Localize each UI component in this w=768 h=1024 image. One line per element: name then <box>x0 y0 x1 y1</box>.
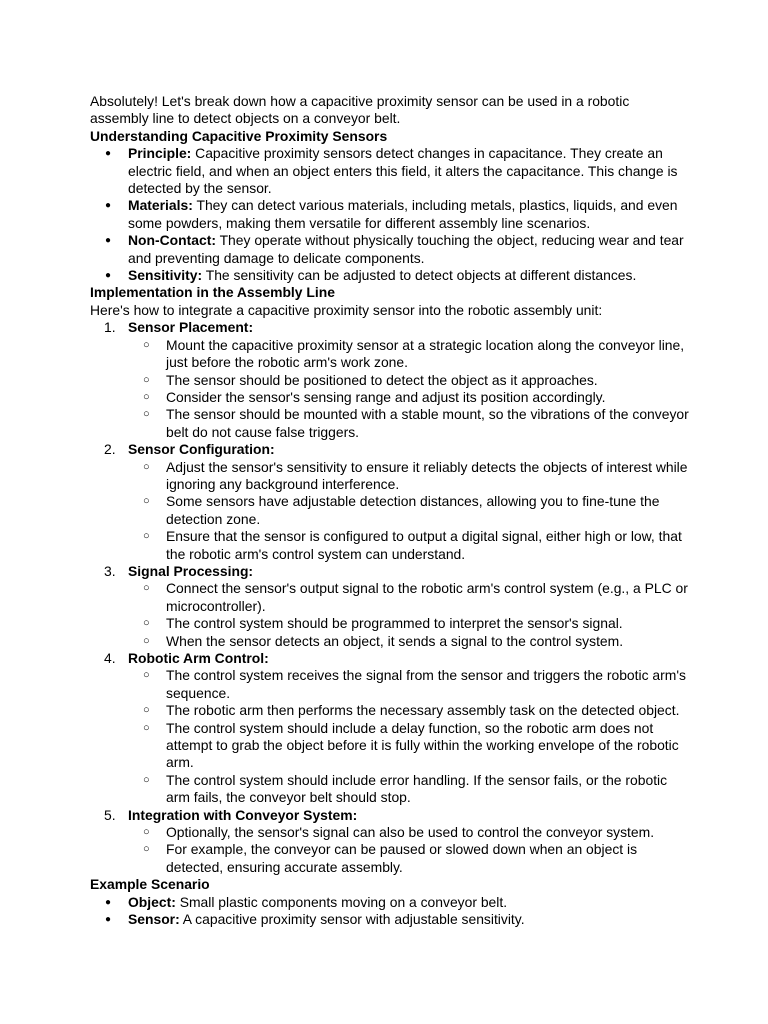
sub-item: ○ The control system should be programmed to interpret the sensor's signal. <box>90 615 690 632</box>
step-title: Sensor Configuration: <box>128 441 275 458</box>
item-text: A capacitive proximity sensor with adjustable sensitivity. <box>179 911 525 928</box>
bullet-list-understanding <box>90 145 690 284</box>
list-item <box>90 145 690 197</box>
section-heading-example: Example Scenario <box>90 876 210 893</box>
sub-item: ○ The control system receives the signal from the sensor and triggers the robotic arm's sequence. <box>90 667 690 702</box>
list-item <box>90 232 690 267</box>
sub-list <box>128 580 690 650</box>
intro-paragraph: Absolutely! Let's break down how a capacitive proximity sensor can be used in a robotic assembly line to detect objects on a conveyor belt. <box>90 93 630 127</box>
step-title: Signal Processing: <box>128 562 254 579</box>
step-title: Robotic Arm Control: <box>128 650 269 666</box>
step-title: Integration with Conveyor System: <box>128 806 358 823</box>
step-number: 4. <box>104 650 116 666</box>
step-item <box>90 563 690 650</box>
sub-item: ○ The control system should include error handling. If the sensor fails, or the robotic arm fails, the conveyor belt should stop. <box>90 772 690 807</box>
sub-list <box>128 459 690 563</box>
sub-item: ○ Adjust the sensor's sensitivity to ensure it reliably detects the objects of interest while ignoring any background interference. <box>90 459 690 494</box>
item-label: Sensitivity: <box>128 267 203 284</box>
document-page <box>90 93 690 929</box>
sub-item: ○ Ensure that the sensor is configured to output a digital signal, either high or low, that the robotic arm's control system can understand. <box>90 528 690 563</box>
sub-item: ○ When the sensor detects an object, it sends a signal to the control system. <box>90 633 690 650</box>
item-label: Sensor: <box>128 911 180 928</box>
item-text: Small plastic components moving on a conveyor belt. <box>175 893 508 910</box>
section-heading-implementation: Implementation in the Assembly Line <box>90 284 335 301</box>
step-title: Sensor Placement: <box>128 319 254 336</box>
implementation-intro: Here's how to integrate a capacitive proximity sensor into the robotic assembly unit: <box>90 301 603 318</box>
step-item <box>90 807 690 877</box>
item-label: Non-Contact: <box>128 232 216 249</box>
step-item <box>90 441 690 563</box>
section-heading-understanding: Understanding Capacitive Proximity Sensors <box>90 127 388 144</box>
sub-item: ○ The sensor should be positioned to detect the object as it approaches. <box>90 372 690 389</box>
list-item <box>90 267 690 284</box>
step-item <box>90 319 690 441</box>
sub-list <box>128 824 690 876</box>
step-number: 1. <box>104 319 116 336</box>
step-number: 2. <box>104 441 116 458</box>
step-number: 5. <box>104 806 116 823</box>
sub-item: ○ Consider the sensor's sensing range and adjust its position accordingly. <box>90 389 690 406</box>
sub-item: ○ Optionally, the sensor's signal can also be used to control the conveyor system. <box>90 824 690 841</box>
item-label: Object: <box>128 893 176 910</box>
item-text: They operate without physically touching the object, reducing wear and tear and preventing damage to delicate components. <box>128 232 684 266</box>
item-label: Principle: <box>128 145 192 162</box>
sub-item: ○ The control system should include a delay function, so the robotic arm does not attempt to grab the object before it is fully within the working envelope of the robotic arm. <box>90 720 690 772</box>
list-item <box>90 911 690 928</box>
step-item <box>90 650 690 807</box>
sub-item: ○ For example, the conveyor can be paused or slowed down when an object is detected, ensuring accurate assembly. <box>90 841 690 876</box>
numbered-steps <box>90 319 690 876</box>
list-item <box>90 197 690 232</box>
sub-item: ○ The sensor should be mounted with a stable mount, so the vibrations of the conveyor belt do not cause false triggers. <box>90 406 690 441</box>
list-item <box>90 894 690 911</box>
sub-item: ○ The robotic arm then performs the necessary assembly task on the detected object. <box>90 702 690 719</box>
step-number: 3. <box>104 562 116 579</box>
sub-item: ○ Mount the capacitive proximity sensor at a strategic location along the conveyor line, just before the robotic arm's work zone. <box>90 337 690 372</box>
sub-item: ○ Connect the sensor's output signal to the robotic arm's control system (e.g., a PLC or microcontroller). <box>90 580 690 615</box>
sub-item: ○ Some sensors have adjustable detection distances, allowing you to fine-tune the detection zone. <box>90 493 690 528</box>
bullet-list-example <box>90 894 690 929</box>
sub-list <box>128 667 690 806</box>
item-text: Capacitive proximity sensors detect changes in capacitance. They create an electric field, and when an object enters this field, it alters the capacitance. This change is detected by the sensor. <box>128 145 678 197</box>
sub-list <box>128 337 690 441</box>
item-text: The sensitivity can be adjusted to detect objects at different distances. <box>202 267 637 284</box>
item-label: Materials: <box>128 197 193 214</box>
item-text: They can detect various materials, including metals, plastics, liquids, and even some powders, making them versatile for different assembly line scenarios. <box>128 197 678 231</box>
